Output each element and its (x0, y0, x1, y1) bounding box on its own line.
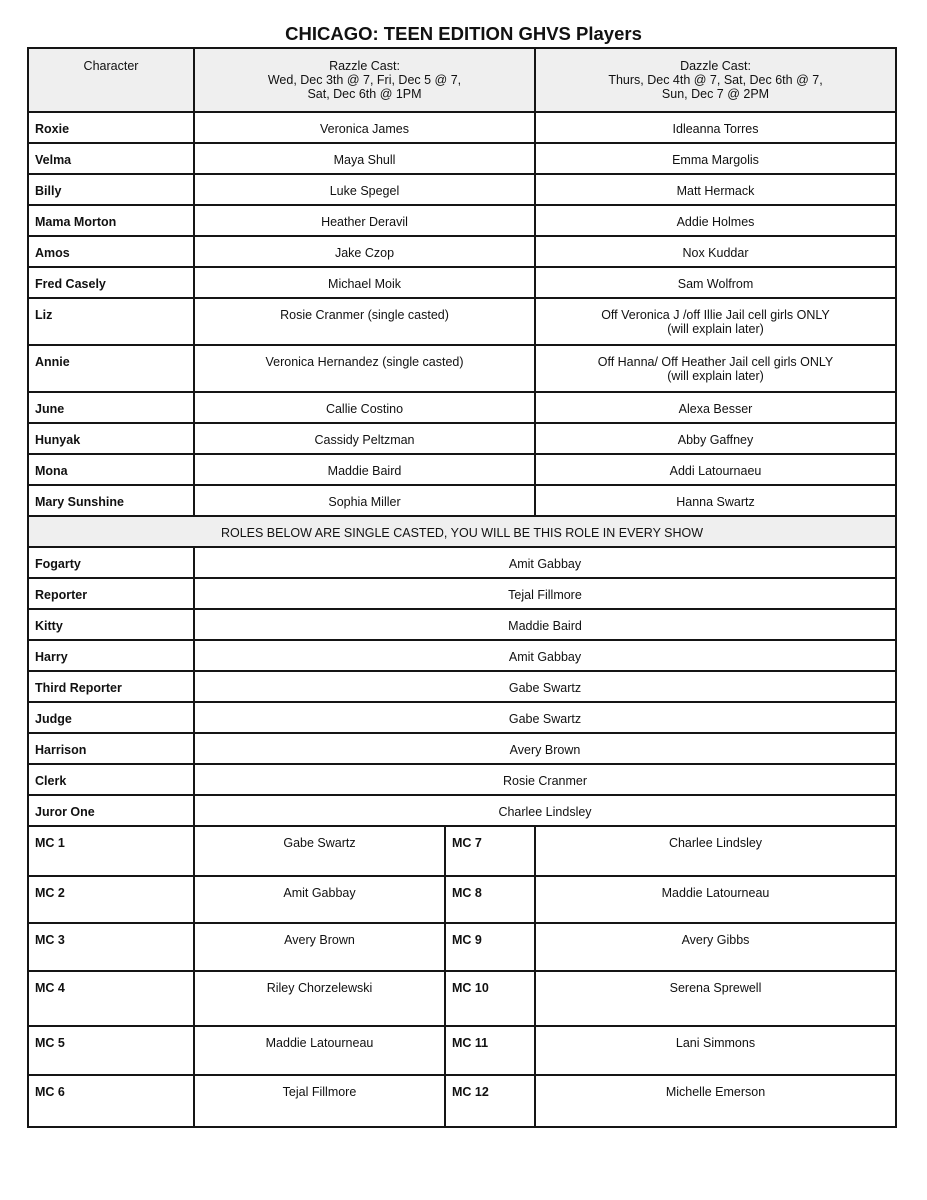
razzle-actor-cell (194, 174, 535, 205)
mc-actor-left: Gabe Swartz (283, 836, 356, 850)
role-name: Fogarty (35, 557, 81, 571)
single-cast-row (28, 578, 896, 609)
razzle-actor-cell (194, 345, 535, 392)
mc-role-left: MC 3 (35, 933, 65, 947)
mc-actor-left-cell (194, 923, 445, 971)
double-cast-row (28, 236, 896, 267)
mc-role-left: MC 2 (35, 886, 65, 900)
dazzle-actor-cell (535, 174, 896, 205)
role-name: Kitty (35, 619, 63, 633)
role-cell (28, 702, 194, 733)
cast-list-table (27, 47, 897, 1128)
dazzle-cast-dates-1: Thurs, Dec 4th @ 7, Sat, Dec 6th @ 7, (608, 73, 823, 87)
single-cast-banner (28, 516, 896, 547)
role-name: Velma (35, 153, 72, 167)
role-name: Juror One (35, 805, 95, 819)
role-name: Fred Casely (35, 277, 106, 291)
mc-role-right-cell (445, 1026, 535, 1075)
role-cell (28, 671, 194, 702)
double-cast-row (28, 143, 896, 174)
razzle-actor: Veronica James (320, 122, 409, 136)
razzle-actor: Rosie Cranmer (single casted) (280, 308, 449, 322)
razzle-actor-cell (194, 236, 535, 267)
role-name: Mary Sunshine (35, 495, 124, 509)
actor-cell (194, 578, 896, 609)
dazzle-actor: Off Veronica J /off Illie Jail cell girls ONLY (601, 308, 830, 322)
role-name: Harrison (35, 743, 87, 757)
razzle-actor: Michael Moik (328, 277, 401, 291)
single-cast-row (28, 702, 896, 733)
actor-name: Charlee Lindsley (498, 805, 592, 819)
header-row (28, 48, 896, 112)
mc-row (28, 1075, 896, 1127)
role-name: Billy (35, 184, 62, 198)
mc-role-left-cell (28, 876, 194, 923)
actor-cell (194, 671, 896, 702)
mc-role-right-cell (445, 971, 535, 1026)
dazzle-actor: Idleanna Torres (672, 122, 759, 136)
mc-row (28, 971, 896, 1026)
dazzle-actor-note: (will explain later) (667, 369, 764, 383)
razzle-actor-cell (194, 423, 535, 454)
dazzle-actor-cell (535, 205, 896, 236)
mc-row (28, 826, 896, 876)
role-cell (28, 205, 194, 236)
mc-actor-right: Avery Gibbs (681, 933, 750, 947)
role-name: Clerk (35, 774, 67, 788)
actor-cell (194, 640, 896, 671)
dazzle-actor: Sam Wolfrom (677, 277, 754, 291)
role-name: June (35, 402, 65, 416)
document-title: CHICAGO: TEEN EDITION GHVS Players (285, 23, 642, 44)
header-razzle-cast (194, 48, 535, 112)
mc-role-left-cell (28, 1026, 194, 1075)
dazzle-actor: Alexa Besser (678, 402, 753, 416)
role-cell (28, 764, 194, 795)
role-name: Third Reporter (35, 681, 122, 695)
dazzle-actor: Addie Holmes (676, 215, 755, 229)
single-cast-row (28, 640, 896, 671)
mc-role-left-cell (28, 1075, 194, 1127)
dazzle-actor: Hanna Swartz (676, 495, 755, 509)
mc-actor-right-cell (535, 1075, 896, 1127)
actor-cell (194, 547, 896, 578)
dazzle-actor-cell (535, 485, 896, 516)
dazzle-cast-name: Dazzle Cast: (680, 59, 751, 73)
actor-name: Amit Gabbay (508, 650, 582, 664)
double-cast-row (28, 485, 896, 516)
dazzle-actor-cell (535, 392, 896, 423)
razzle-actor-cell (194, 205, 535, 236)
role-cell (28, 609, 194, 640)
mc-actor-right: Michelle Emerson (665, 1085, 766, 1099)
dazzle-actor-cell (535, 423, 896, 454)
role-cell (28, 423, 194, 454)
razzle-actor: Cassidy Peltzman (314, 433, 415, 447)
character-header-label: Character (83, 59, 139, 73)
dazzle-actor-cell (535, 454, 896, 485)
mc-role-left: MC 1 (35, 836, 65, 850)
razzle-actor: Veronica Hernandez (single casted) (265, 355, 464, 369)
dazzle-actor: Nox Kuddar (682, 246, 749, 260)
header-dazzle-cast (535, 48, 896, 112)
mc-actor-right-cell (535, 826, 896, 876)
actor-cell (194, 795, 896, 826)
role-name: Harry (35, 650, 68, 664)
mc-actor-right-cell (535, 876, 896, 923)
actor-cell (194, 733, 896, 764)
role-cell (28, 236, 194, 267)
role-name: Annie (35, 355, 70, 369)
mc-actor-left: Tejal Fillmore (282, 1085, 357, 1099)
double-cast-row (28, 205, 896, 236)
mc-actor-right: Charlee Lindsley (668, 836, 763, 850)
role-cell (28, 112, 194, 143)
mc-actor-left-cell (194, 876, 445, 923)
mc-row (28, 1026, 896, 1075)
single-cast-banner-text: ROLES BELOW ARE SINGLE CASTED, YOU WILL BE THIS ROLE IN EVERY SHOW (220, 526, 704, 540)
single-cast-row (28, 764, 896, 795)
razzle-actor: Heather Deravil (321, 215, 408, 229)
mc-actor-left: Amit Gabbay (283, 886, 356, 900)
mc-role-right: MC 7 (452, 836, 482, 850)
razzle-cast-dates-1: Wed, Dec 3th @ 7, Fri, Dec 5 @ 7, (267, 73, 462, 87)
actor-cell (194, 764, 896, 795)
mc-role-right-cell (445, 1075, 535, 1127)
dazzle-actor: Abby Gaffney (677, 433, 754, 447)
single-cast-row (28, 547, 896, 578)
role-cell (28, 578, 194, 609)
role-cell (28, 454, 194, 485)
mc-role-left-cell (28, 826, 194, 876)
mc-actor-right: Lani Simmons (675, 1036, 756, 1050)
mc-role-right: MC 9 (452, 933, 482, 947)
razzle-actor-cell (194, 298, 535, 345)
role-cell (28, 392, 194, 423)
dazzle-actor-note: (will explain later) (667, 322, 764, 336)
mc-row (28, 923, 896, 971)
header-character (28, 48, 194, 112)
actor-cell (194, 702, 896, 733)
mc-actor-left-cell (194, 1075, 445, 1127)
role-cell (28, 795, 194, 826)
mc-actor-left-cell (194, 971, 445, 1026)
actor-cell (194, 609, 896, 640)
mc-actor-left: Maddie Latourneau (265, 1036, 374, 1050)
role-name: Roxie (35, 122, 70, 136)
role-name: Hunyak (35, 433, 81, 447)
mc-role-right-cell (445, 826, 535, 876)
mc-role-right: MC 12 (452, 1085, 489, 1099)
razzle-actor-cell (194, 485, 535, 516)
mc-role-right: MC 10 (452, 981, 489, 995)
double-cast-row (28, 112, 896, 143)
mc-actor-left: Avery Brown (284, 933, 355, 947)
role-cell (28, 267, 194, 298)
dazzle-actor: Emma Margolis (672, 153, 759, 167)
razzle-actor-cell (194, 392, 535, 423)
actor-name: Gabe Swartz (508, 681, 582, 695)
razzle-actor: Sophia Miller (328, 495, 401, 509)
dazzle-actor-cell (535, 267, 896, 298)
mc-role-right: MC 8 (452, 886, 482, 900)
double-cast-row (28, 298, 896, 345)
role-cell (28, 640, 194, 671)
mc-actor-right: Maddie Latourneau (661, 886, 770, 900)
mc-role-right-cell (445, 876, 535, 923)
role-name: Amos (35, 246, 70, 260)
razzle-actor: Callie Costino (325, 402, 404, 416)
mc-role-right-cell (445, 923, 535, 971)
razzle-actor: Luke Spegel (329, 184, 400, 198)
dazzle-actor: Off Hanna/ Off Heather Jail cell girls ONLY (597, 355, 834, 369)
mc-role-left: MC 4 (35, 981, 65, 995)
dazzle-actor-cell (535, 112, 896, 143)
actor-name: Maddie Baird (508, 619, 582, 633)
razzle-actor-cell (194, 454, 535, 485)
mc-role-left-cell (28, 923, 194, 971)
role-cell (28, 485, 194, 516)
razzle-actor-cell (194, 112, 535, 143)
single-cast-row (28, 609, 896, 640)
dazzle-actor-cell (535, 298, 896, 345)
mc-actor-right-cell (535, 971, 896, 1026)
dazzle-cast-dates-2: Sun, Dec 7 @ 2PM (661, 87, 770, 101)
role-name: Mama Morton (35, 215, 117, 229)
role-cell (28, 143, 194, 174)
mc-role-right: MC 11 (452, 1036, 489, 1050)
razzle-actor: Maya Shull (333, 153, 396, 167)
role-cell (28, 547, 194, 578)
single-cast-row (28, 795, 896, 826)
role-cell (28, 733, 194, 764)
mc-actor-right: Serena Sprewell (669, 981, 762, 995)
actor-name: Gabe Swartz (508, 712, 582, 726)
role-cell (28, 174, 194, 205)
mc-role-left: MC 6 (35, 1085, 65, 1099)
mc-actor-right-cell (535, 923, 896, 971)
razzle-actor-cell (194, 267, 535, 298)
razzle-actor: Jake Czop (334, 246, 395, 260)
single-cast-row (28, 733, 896, 764)
actor-name: Rosie Cranmer (502, 774, 588, 788)
double-cast-row (28, 423, 896, 454)
mc-actor-right-cell (535, 1026, 896, 1075)
double-cast-row (28, 454, 896, 485)
razzle-actor: Maddie Baird (327, 464, 402, 478)
mc-actor-left-cell (194, 826, 445, 876)
role-cell (28, 345, 194, 392)
dazzle-actor-cell (535, 143, 896, 174)
actor-name: Tejal Fillmore (508, 588, 582, 602)
mc-row (28, 876, 896, 923)
dazzle-actor-cell (535, 236, 896, 267)
single-cast-banner-row (28, 516, 896, 547)
role-name: Judge (35, 712, 72, 726)
double-cast-row (28, 267, 896, 298)
actor-name: Avery Brown (509, 743, 581, 757)
mc-role-left: MC 5 (35, 1036, 65, 1050)
dazzle-actor: Matt Hermack (676, 184, 755, 198)
mc-role-left-cell (28, 971, 194, 1026)
single-cast-row (28, 671, 896, 702)
double-cast-row (28, 392, 896, 423)
razzle-actor-cell (194, 143, 535, 174)
mc-actor-left: Riley Chorzelewski (266, 981, 373, 995)
role-name: Reporter (35, 588, 88, 602)
double-cast-row (28, 345, 896, 392)
role-name: Mona (35, 464, 68, 478)
dazzle-actor: Addi Latournaeu (669, 464, 762, 478)
role-name: Liz (35, 308, 53, 322)
razzle-cast-dates-2: Sat, Dec 6th @ 1PM (307, 87, 422, 101)
actor-name: Amit Gabbay (508, 557, 582, 571)
mc-actor-left-cell (194, 1026, 445, 1075)
double-cast-row (28, 174, 896, 205)
razzle-cast-name: Razzle Cast: (329, 59, 400, 73)
dazzle-actor-cell (535, 345, 896, 392)
role-cell (28, 298, 194, 345)
